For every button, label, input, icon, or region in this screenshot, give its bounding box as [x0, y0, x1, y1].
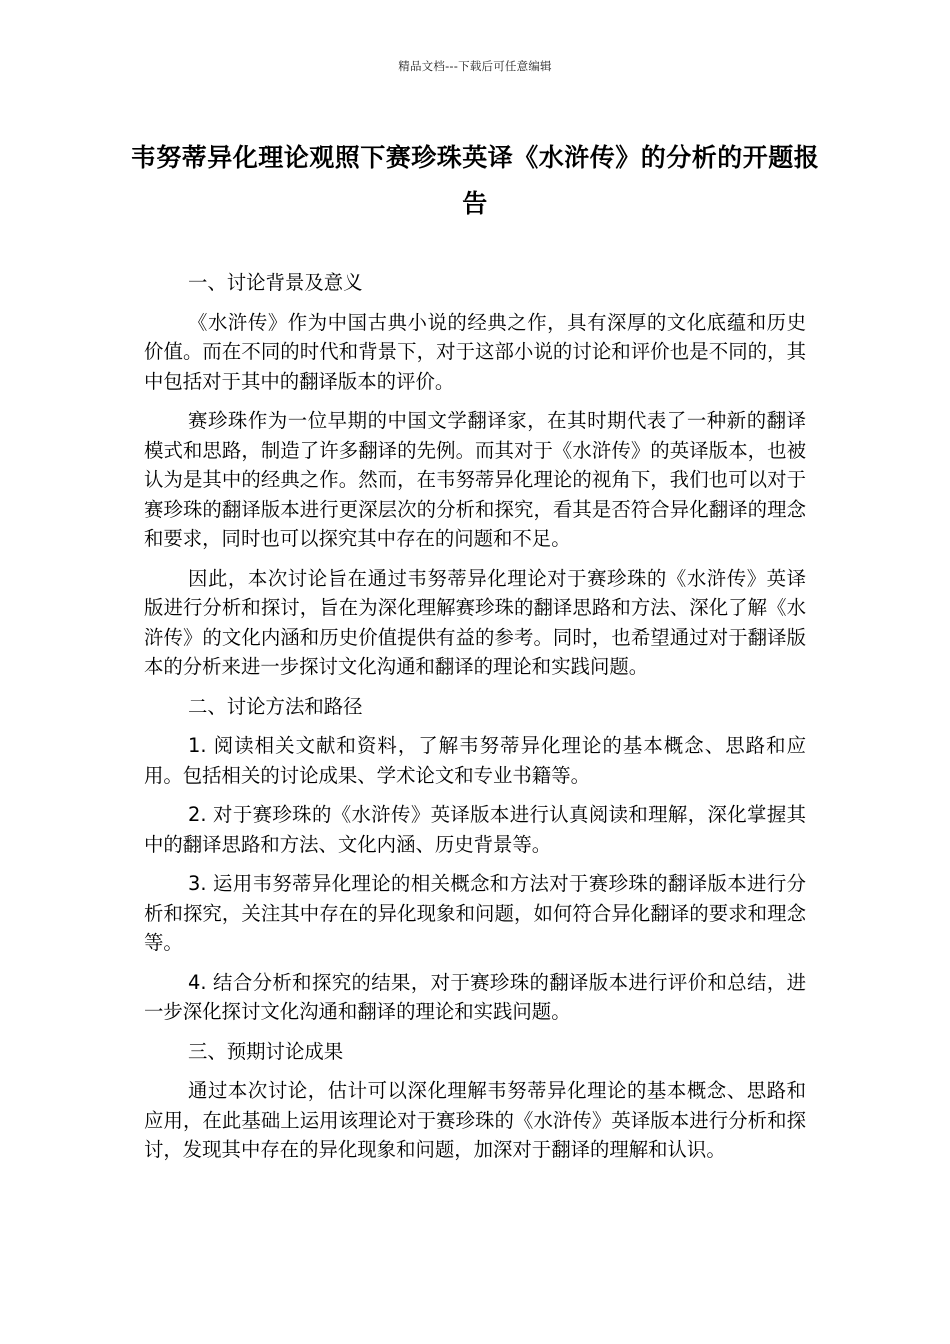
section-heading-expected-results: 三、预期讨论成果	[188, 1039, 344, 1063]
document-title: 韦努蒂异化理论观照下赛珍珠英译《水浒传》的分析的开题报告	[130, 143, 820, 218]
paragraph: 因此，本次讨论旨在通过韦努蒂异化理论对于赛珍珠的《水浒传》英译版进行分析和探讨，旨在为深化理解赛珍珠的翻译思路和方法、深化了解《水浒传》的文化内涵和历史价值提供有益的参考。同时，也希望通过对于翻译版本的分析来进一步探讨文化沟通和翻译的理论和实践问题。	[144, 566, 806, 678]
paragraph: 赛珍珠作为一位早期的中国文学翻译家，在其时期代表了一种新的翻译模式和思路，制造了许多翻译的先例。而其对于《水浒传》的英译版本，也被认为是其中的经典之作。然而，在韦努蒂异化理论的视角下，我们也可以对于赛珍珠的翻译版本进行更深层次的分析和探究，看其是否符合异化翻译的理念和要求，同时也可以探究其中存在的问题和不足。	[144, 409, 806, 550]
header-note: 精品文档---下载后可任意编辑	[398, 59, 552, 73]
list-item: 4. 结合分析和探究的结果，对于赛珍珠的翻译版本进行评价和总结，进一步深化探讨文化沟通和翻译的理论和实践问题。	[144, 970, 806, 1023]
list-item: 3. 运用韦努蒂异化理论的相关概念和方法对于赛珍珠的翻译版本进行分析和探究，关注其中存在的异化现象和问题，如何符合异化翻译的要求和理念等。	[144, 872, 806, 954]
paragraph: 《水浒传》作为中国古典小说的经典之作，具有深厚的文化底蕴和历史价值。而在不同的时代和背景下，对于这部小说的讨论和评价也是不同的，其中包括对于其中的翻译版本的评价。	[144, 310, 806, 393]
document-body	[144, 268, 806, 1175]
paragraph: 通过本次讨论，估计可以深化理解韦努蒂异化理论的基本概念、思路和应用，在此基础上运用该理论对于赛珍珠的《水浒传》英译版本进行分析和探讨，发现其中存在的异化现象和问题，加深对于翻译的理解和认识。	[144, 1079, 806, 1161]
list-item: 1. 阅读相关文献和资料，了解韦努蒂异化理论的基本概念、思路和应用。包括相关的讨论成果、学术论文和专业书籍等。	[144, 734, 806, 787]
list-item: 2. 对于赛珍珠的《水浒传》英译版本进行认真阅读和理解，深化掌握其中的翻译思路和方法、文化内涵、历史背景等。	[144, 803, 806, 856]
section-heading-methods: 二、讨论方法和路径	[188, 694, 363, 718]
section-heading-background: 一、讨论背景及意义	[188, 271, 363, 294]
